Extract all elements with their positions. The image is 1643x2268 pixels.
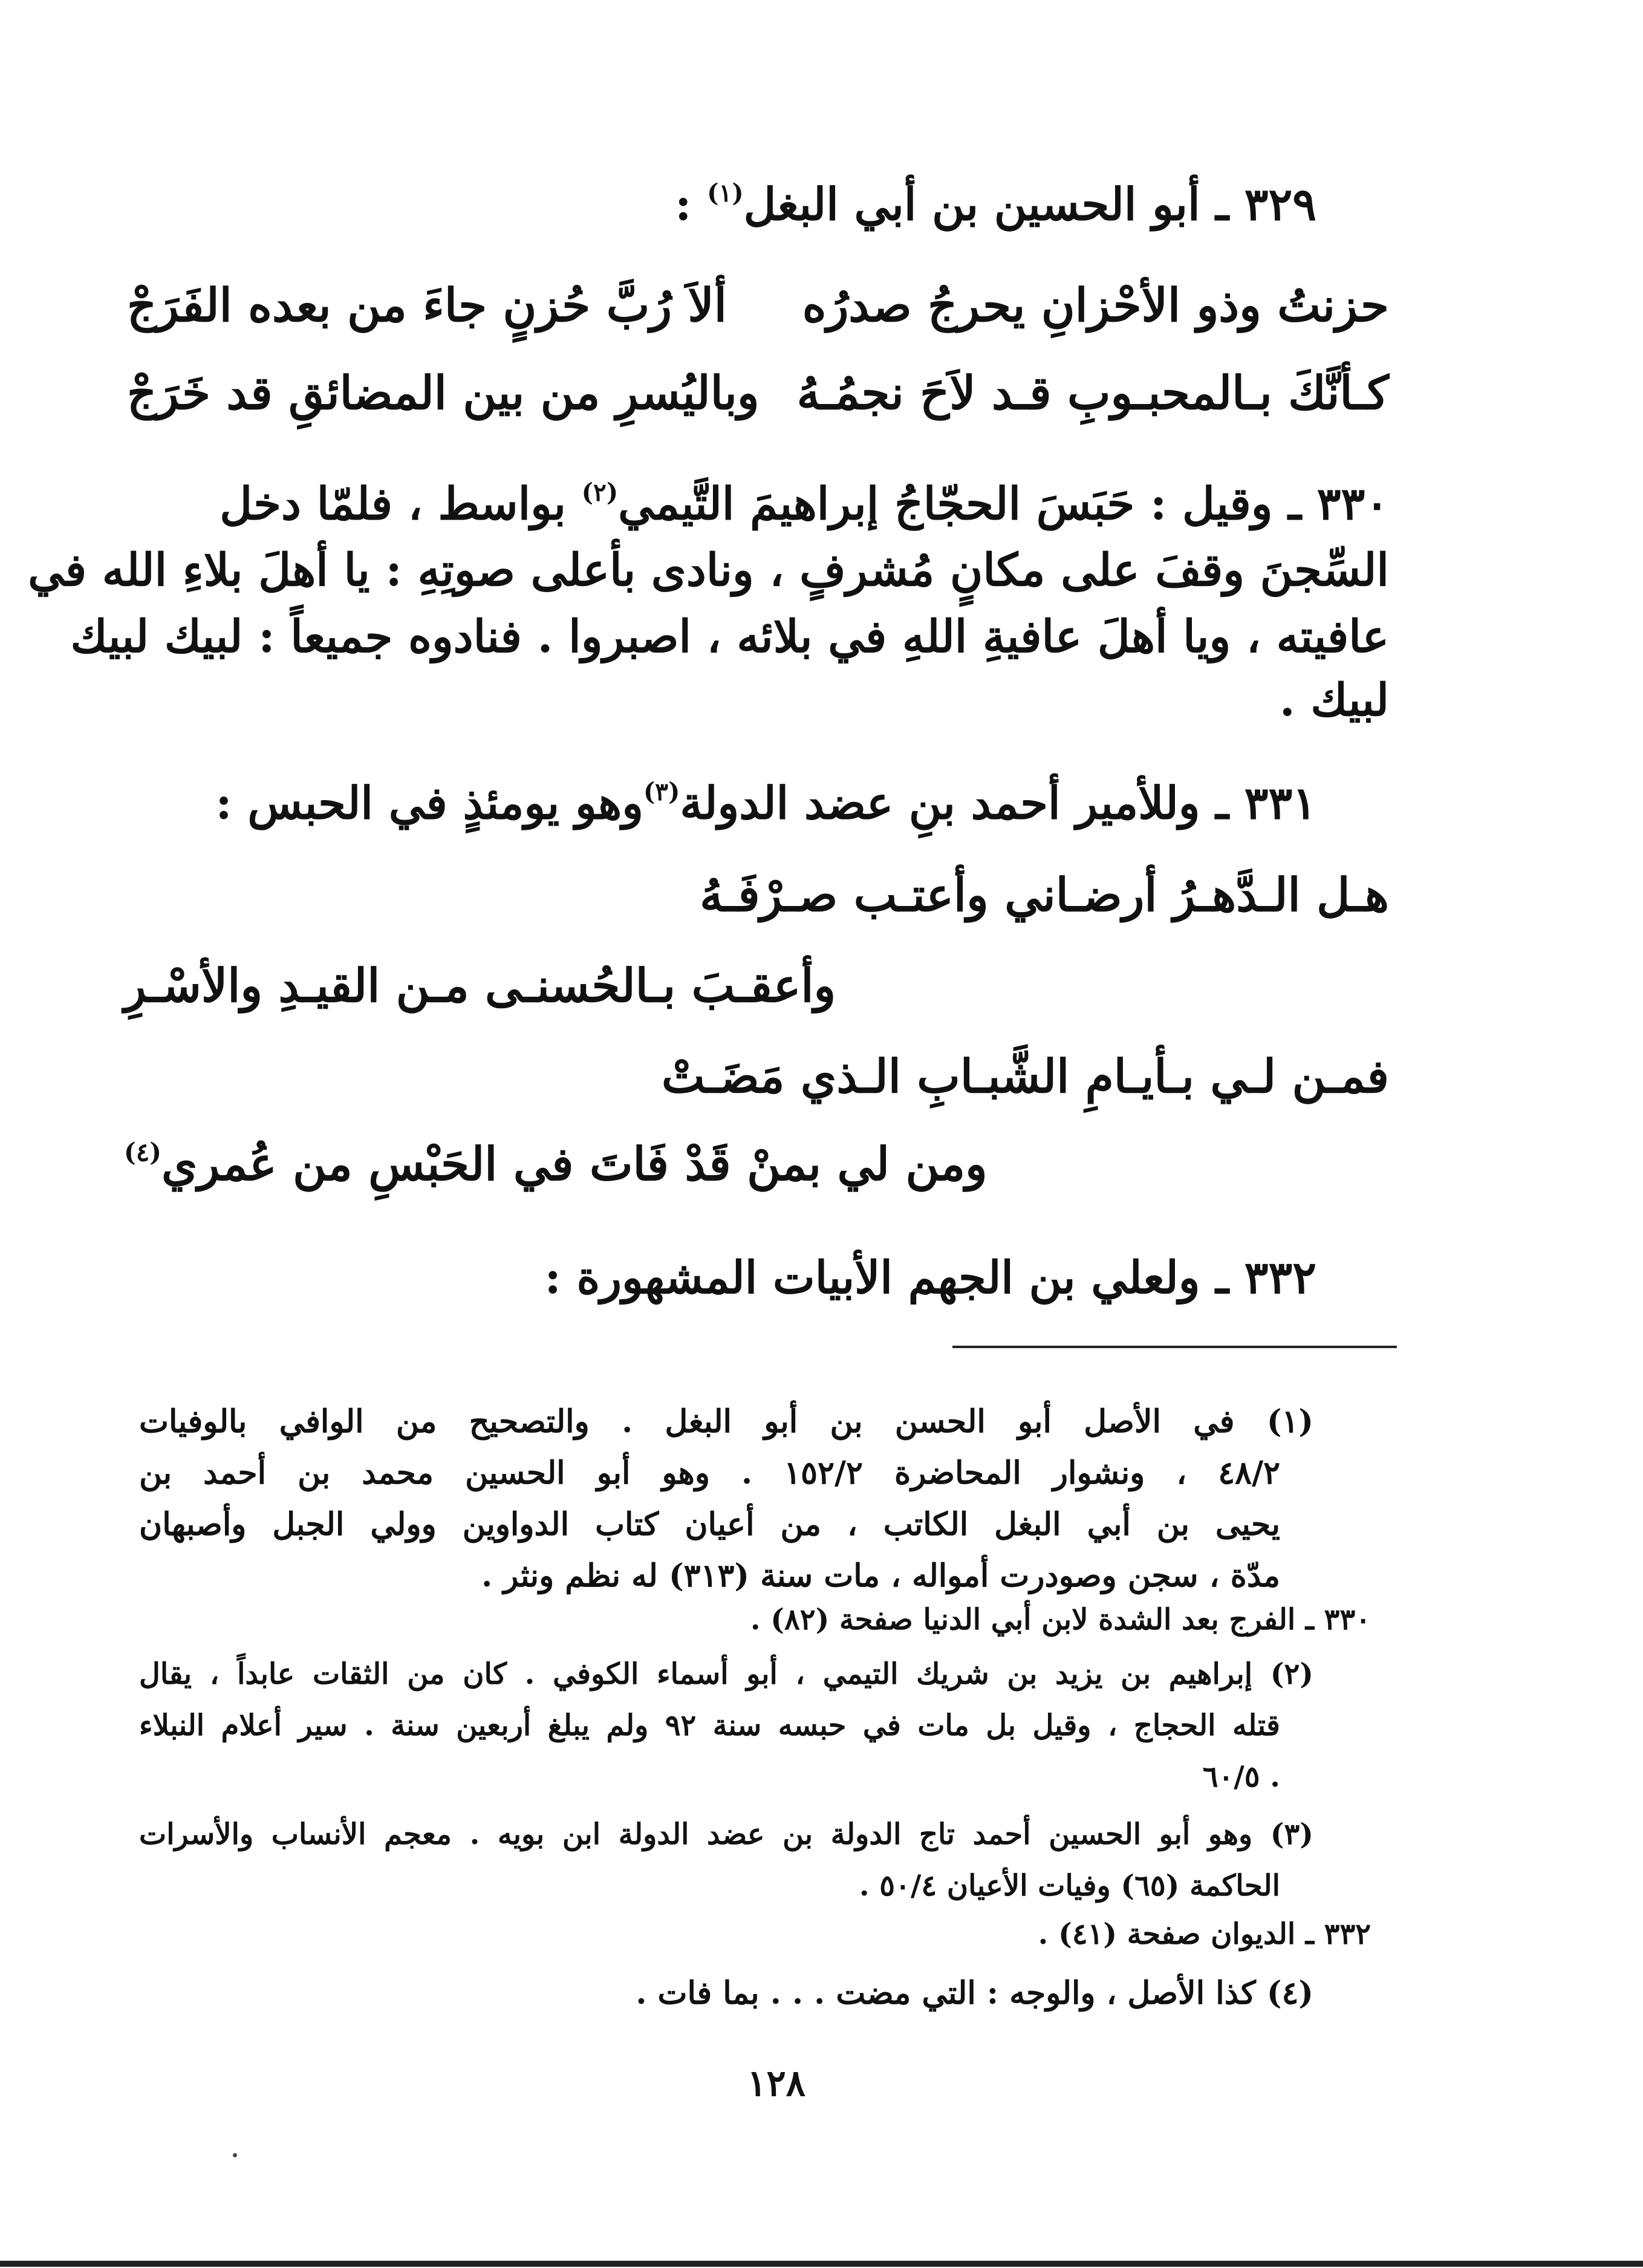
source-note-332: ٣٣٢ ـ الديوان صفحة (٤١) . (1038, 1917, 1371, 1951)
entry-330-line-1: ٣٣٠ ـ وقيل : حَبَسَ الحجّاجُ إبراهيمَ التَّيمي$^{(٢)}$ بواسط ، فلمّا دخل (220, 478, 1389, 530)
verse-331-1: هـل الـدَّهـرُ أرضـاني وأعتـب صـرْفَـهُ (700, 868, 1389, 922)
footnote-marker-1: (١) (707, 178, 744, 207)
footnote-2-line-2: قتله الحجاج ، وقيل بل مات في حبسه سنة ٩٢ ولم يبلغ أربعين سنة . سير أعلام النبلاء (139, 1709, 1280, 1742)
entry-331-heading: ٣٣١ ـ وللأمير أحمد بنِ عضد الدولة$^{(٣)}$وهو يومئذٍ في الحبس : (215, 777, 1316, 830)
footnote-1-line-2: ٤٨/٢ ، ونشوار المحاضرة ١٥٢/٢ . وهو أبو الحسين محمد بن أحمد بن (139, 1455, 1280, 1491)
footnote-separator (952, 1346, 1397, 1348)
entry-329-heading: ٣٢٩ ـ أبو الحسين بن أبي البغل$^{(١)}$ : (675, 178, 1316, 231)
entry-330-line-4: لبيك . (1279, 674, 1389, 726)
footnote-1-line-1: (١) في الأصل أبو الحسن بن أبو البغل . والتصحيح من الوافي بالوفيات (139, 1403, 1313, 1440)
footnote-4-line-1: (٤) كذا الأصل ، والوجه : التي مضت . . . بما فات . (636, 1975, 1313, 2012)
footnote-2-line-1: (٢) إبراهيم بن يزيد بن شريك التيمي ، أبو أسماء الكوفي . كان من الثقات عابداً ، يقال (139, 1657, 1313, 1691)
footnote-3-line-2: الحاكمة (٦٥) وفيات الأعيان ٥٠/٤ . (859, 1869, 1280, 1903)
entry-330-line-2: السِّجنَ وقفَ على مكانٍ مُشرفٍ ، ونادى بأعلى صوتِهِ : يا أهلَ بلاءِ الله في (28, 544, 1389, 596)
verse-331-3: فمـن لـي بـأيـامِ الشَّبـابِ الـذي مَضَـتْ (661, 1049, 1389, 1103)
footnote-1-line-4: مدّة ، سجن وصودرت أمواله ، مات سنة (٣١٣) له نظم ونثر . (481, 1557, 1280, 1594)
scan-speck (233, 2153, 237, 2157)
source-note-330: ٣٣٠ ـ الفرج بعد الشدة لابن أبي الدنيا صفحة (٨٢) . (750, 1603, 1371, 1637)
footnote-marker-3: (٣) (643, 777, 680, 806)
footnote-3-line-1: (٣) وهو أبو الحسين أحمد تاج الدولة بن عضد الدولة ابن بويه . معجم الأنساب والأسرات (139, 1817, 1313, 1851)
verse-329-1-left: حزنتُ وذو الأحْزانِ يحرجُ صدرُه (802, 278, 1389, 332)
scan-bottom-edge (0, 2261, 1643, 2267)
entry-330-line-3: عافيته ، ويا أهلَ عافيةِ اللهِ في بلائه ، اصبروا . فنادوه جميعاً : لبيك لبيك (70, 611, 1389, 663)
footnote-marker-2: (٢) (581, 478, 619, 507)
page-number: ١٢٨ (747, 2062, 805, 2105)
entry-332-heading: ٣٣٢ ـ ولعلي بن الجهم الأبيات المشهورة : (544, 1252, 1316, 1304)
verse-329-2-left: كـأنَّكَ بـالمحبـوبِ قـد لاَحَ نجمُـهُ (796, 366, 1389, 420)
footnote-1-line-3: يحيى بن أبي البغل الكاتب ، من أعيان كتاب الدواوين وولي الجبل وأصبهان (139, 1506, 1280, 1543)
footnote-2-line-3: ٦٠/٥ . (1202, 1760, 1280, 1794)
verse-329-1-right: ألاَ رُبَّ حُزنٍ جاءَ من بعده الفَرَجْ (127, 278, 727, 332)
verse-331-4: ومن لي بمنْ قَدْ فَاتَ في الحَبْسِ من عُمري$^{(٤)}$ (124, 1137, 987, 1191)
footnote-marker-4: (٤) (124, 1137, 162, 1167)
verse-329-2-right: وباليُسرِ من بين المضائقِ قد خَرَجْ (127, 366, 760, 420)
verse-331-2: وأعقـبَ بـالحُسنـى مـن القيـدِ والأسْـرِ (124, 959, 836, 1012)
